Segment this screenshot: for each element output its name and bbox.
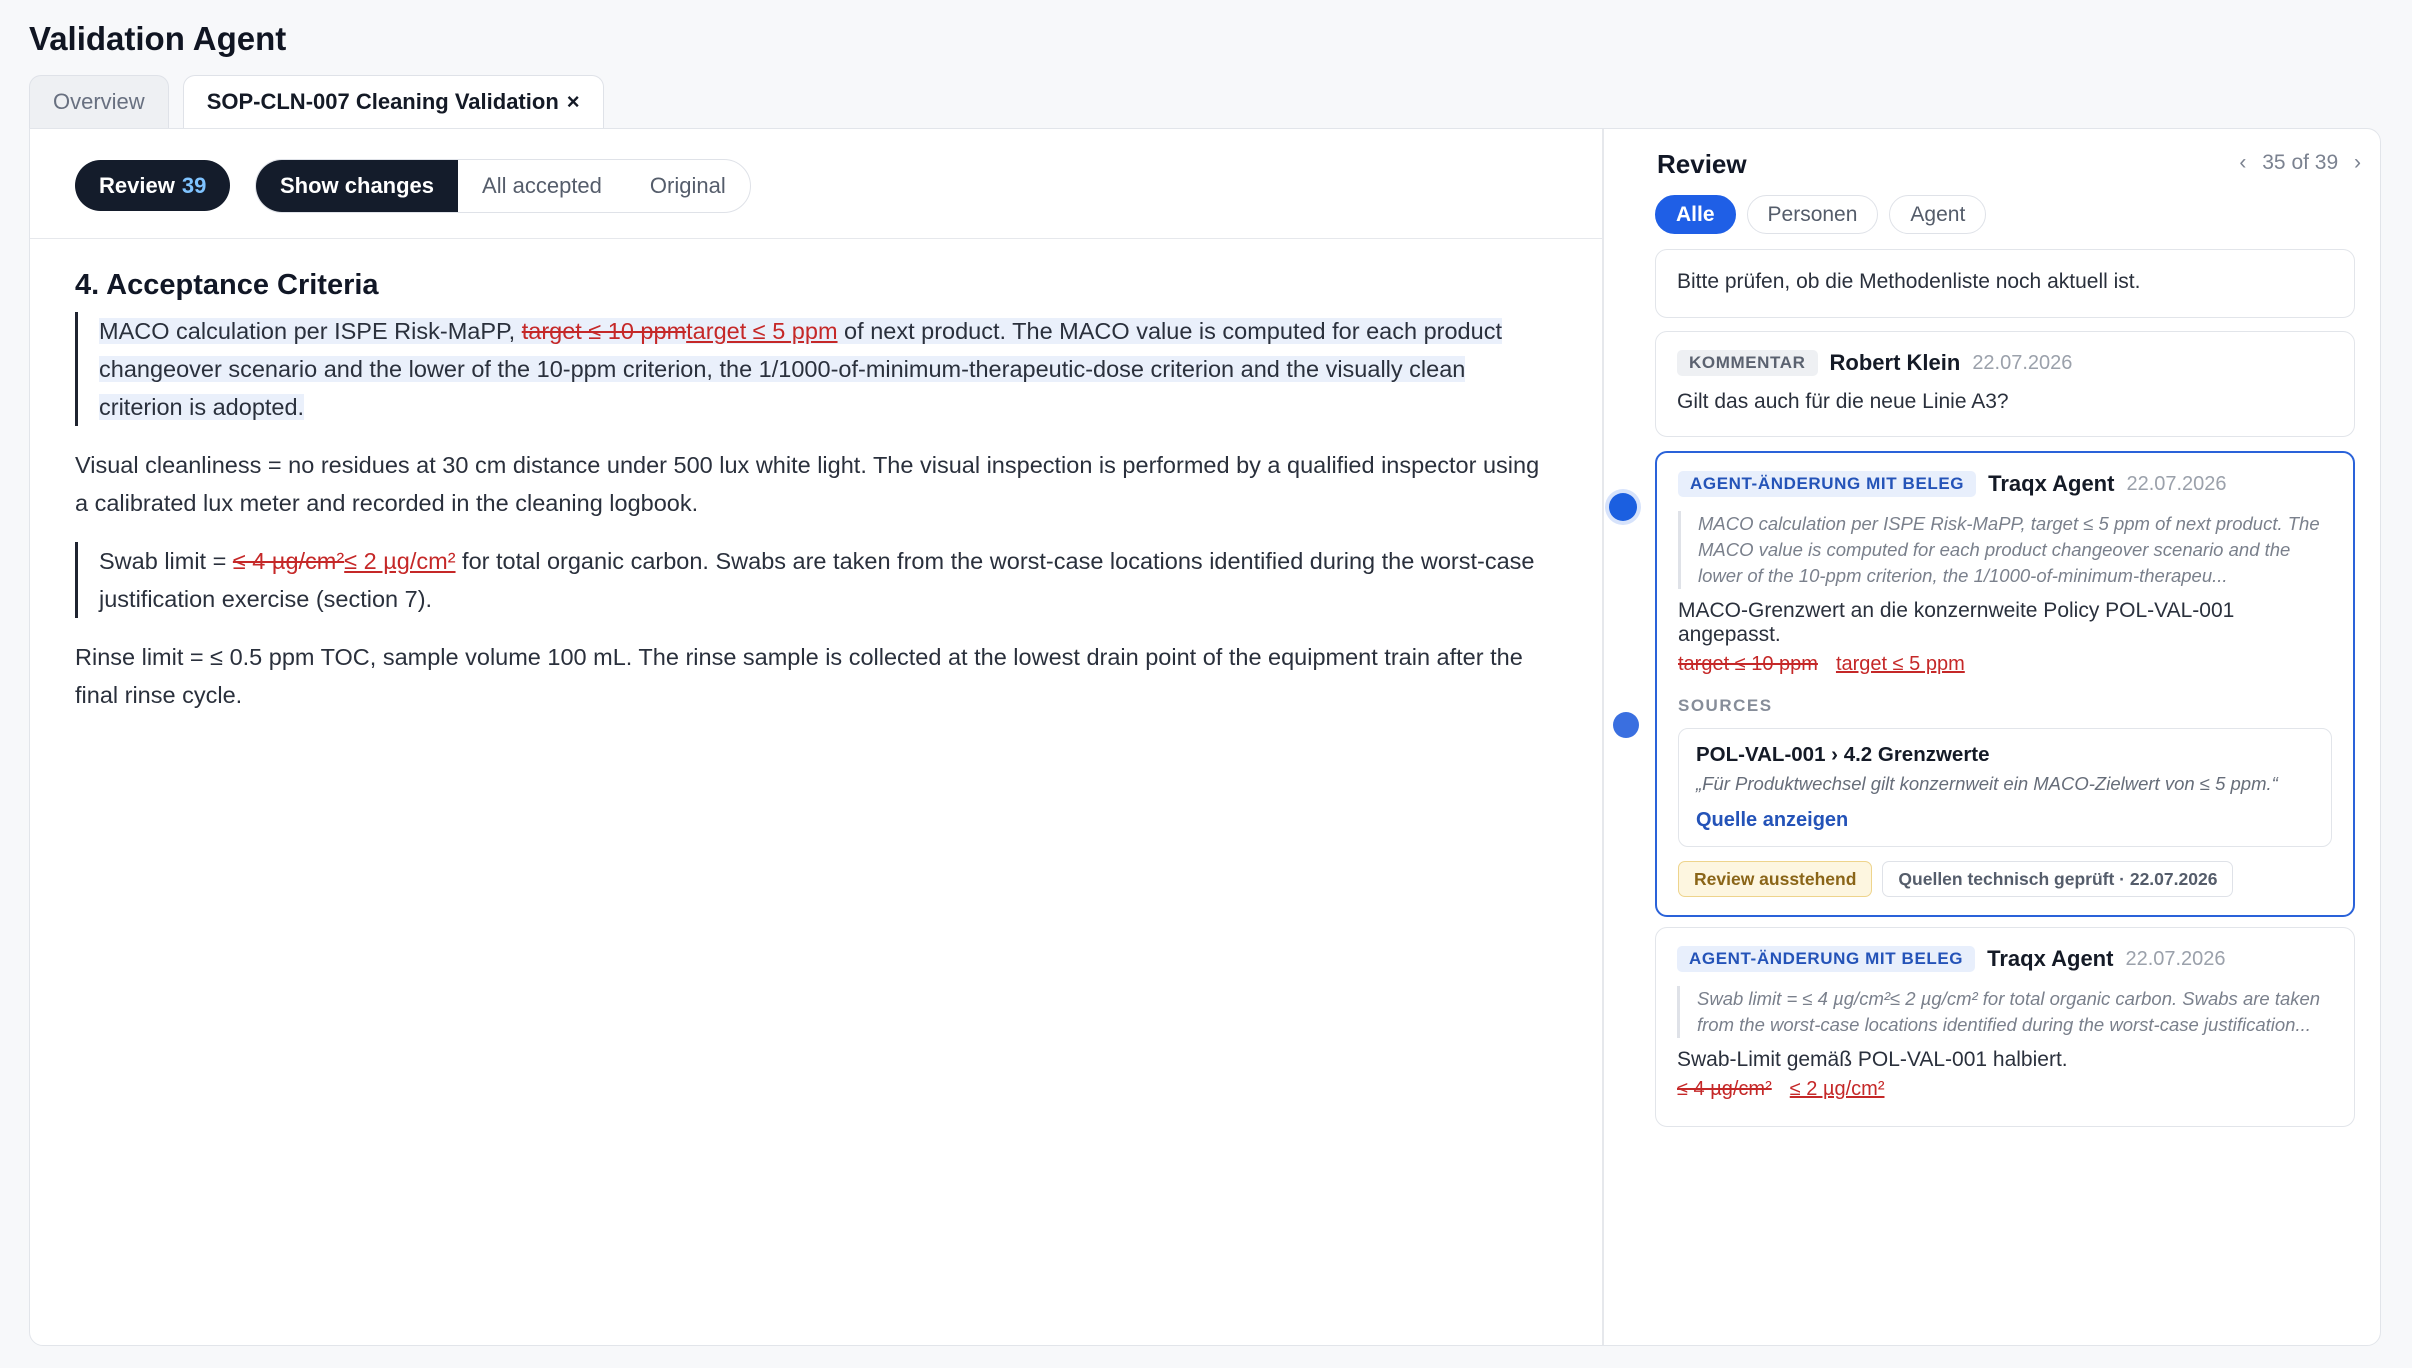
change-context-quote: MACO calculation per ISPE Risk-MaPP, target ≤ 5 ppm of next product. The MACO value is computed for each product changeover scenario and the lower of the 10-ppm criterion, the 1/1000-of-minimum-therapeu... [1678, 511, 2332, 589]
document-pane [30, 129, 1602, 1345]
comment-card[interactable] [1655, 331, 2355, 437]
chevron-right-icon[interactable]: › [2354, 151, 2361, 174]
sources-label: SOURCES [1678, 696, 1773, 715]
text-segment: for total organic carbon. Swabs are taken from the worst-case locations identified during the worst-case justification exercise (section 7). [99, 548, 1535, 612]
comment-text: Gilt das auch für die neue Linie A3? [1677, 390, 2009, 413]
old-value: target ≤ 10 ppm [1678, 653, 1818, 675]
note-text: Bitte prüfen, ob die Methodenliste noch aktuell ist. [1677, 270, 2141, 293]
agent-author: Traqx Agent [1988, 471, 2115, 496]
text-segment: MACO calculation per ISPE Risk-MaPP, [99, 318, 522, 344]
document-body [75, 269, 1555, 734]
paragraph-rinse-limit: Rinse limit = ≤ 0.5 ppm TOC, sample volume 100 mL. The rinse sample is collected at the lowest drain point of the equipment train after the final rinse cycle. [75, 644, 1523, 708]
tab-label: Overview [53, 89, 145, 114]
review-panel-title: Review [1657, 149, 1747, 179]
deleted-text[interactable]: target ≤ 10 ppm [521, 318, 687, 344]
new-value: target ≤ 5 ppm [1835, 653, 1965, 675]
text-segment: Swab limit = [99, 548, 233, 574]
change-context-quote: Swab limit = ≤ 4 µg/cm²≤ 2 µg/cm² for total organic carbon. Swabs are taken from the worst-case locations identified during the worst-case justification... [1677, 986, 2333, 1038]
change-summary: MACO-Grenzwert an die konzernweite Policy POL-VAL-001 angepasst. [1678, 599, 2235, 646]
agent-date: 22.07.2026 [2126, 472, 2227, 495]
text-segment: of next product. The MACO value is computed for each product changeover scenario and the lower of the 10-ppm criterion, the 1/1000-of-minimum-therapeutic-dose criterion and the visually clean criterion is adopted. [99, 318, 1502, 420]
paragraph-maco[interactable] [75, 312, 1555, 426]
change-diff [1678, 653, 2332, 676]
agent-change-card[interactable] [1655, 927, 2355, 1127]
agent-change-card[interactable] [1655, 451, 2355, 917]
document-toolbar [30, 129, 1602, 239]
source-title: POL-VAL-001 › 4.2 Grenzwerte [1696, 743, 1990, 766]
paragraph-visual-cleanliness: Visual cleanliness = no residues at 30 cm distance under 500 lux white light. The visual inspection is performed by a qualified inspector using a calibrated lux meter and recorded in the cleaning logbook. [75, 452, 1540, 516]
tab-label: SOP-CLN-007 Cleaning Validation [206, 89, 559, 114]
agent-change-tag: AGENT-ÄNDERUNG MIT BELEG [1678, 471, 1976, 497]
comment-date: 22.07.2026 [1972, 351, 2073, 374]
agent-date: 22.07.2026 [2125, 947, 2226, 970]
source-card [1678, 728, 2332, 847]
tab-sop-cln-007[interactable] [183, 75, 604, 128]
paragraph-swab-limit[interactable] [75, 542, 1555, 618]
status-badge-checked: Quellen technisch geprüft · 22.07.2026 [1882, 861, 2233, 897]
agent-author: Traqx Agent [1987, 946, 2114, 971]
review-count: 39 [181, 172, 207, 198]
view-all-accepted[interactable]: All accepted [482, 173, 602, 198]
change-summary: Swab-Limit gemäß POL-VAL-001 halbiert. [1677, 1048, 2068, 1071]
inserted-text[interactable]: target ≤ 5 ppm [686, 318, 838, 344]
app-title: Validation Agent [29, 20, 287, 57]
inserted-text[interactable]: ≤ 2 µg/cm² [344, 548, 456, 574]
review-panel [1621, 129, 2381, 1345]
review-label: Review [99, 172, 175, 198]
tab-bar [29, 75, 604, 128]
review-filters [1655, 195, 1986, 234]
comment-author: Robert Klein [1829, 350, 1961, 375]
note-card[interactable] [1655, 249, 2355, 318]
review-button[interactable] [75, 160, 230, 211]
filter-agent[interactable]: Agent [1889, 195, 1986, 234]
tab-overview[interactable] [29, 75, 169, 128]
view-mode-switch [255, 159, 751, 213]
view-original[interactable]: Original [649, 173, 726, 198]
pane-divider [1602, 129, 1604, 1345]
status-badge-pending: Review ausstehend [1678, 861, 1872, 897]
change-diff [1677, 1078, 2333, 1101]
document-workspace [29, 128, 2381, 1346]
section-heading: 4. Acceptance Criteria [75, 269, 379, 301]
old-value: ≤ 4 µg/cm² [1677, 1078, 1772, 1100]
close-icon[interactable]: × [566, 89, 580, 114]
review-position: 35 of 39 [2262, 151, 2339, 174]
filter-personen[interactable]: Personen [1747, 195, 1879, 234]
view-show-changes[interactable]: Show changes [256, 160, 458, 212]
chevron-left-icon[interactable]: ‹ [2239, 151, 2247, 174]
filter-alle[interactable]: Alle [1655, 195, 1736, 234]
comment-tag: KOMMENTAR [1677, 350, 1818, 376]
deleted-text[interactable]: ≤ 4 µg/cm² [232, 548, 345, 574]
view-source-link[interactable]: Quelle anzeigen [1696, 809, 1849, 831]
status-row [1678, 861, 2332, 897]
agent-change-tag: AGENT-ÄNDERUNG MIT BELEG [1677, 946, 1975, 972]
source-quote: „Für Produktwechsel gilt konzernweit ein MACO-Zielwert von ≤ 5 ppm.“ [1696, 773, 2278, 794]
new-value: ≤ 2 µg/cm² [1789, 1078, 1885, 1100]
review-pagination [2239, 151, 2361, 175]
